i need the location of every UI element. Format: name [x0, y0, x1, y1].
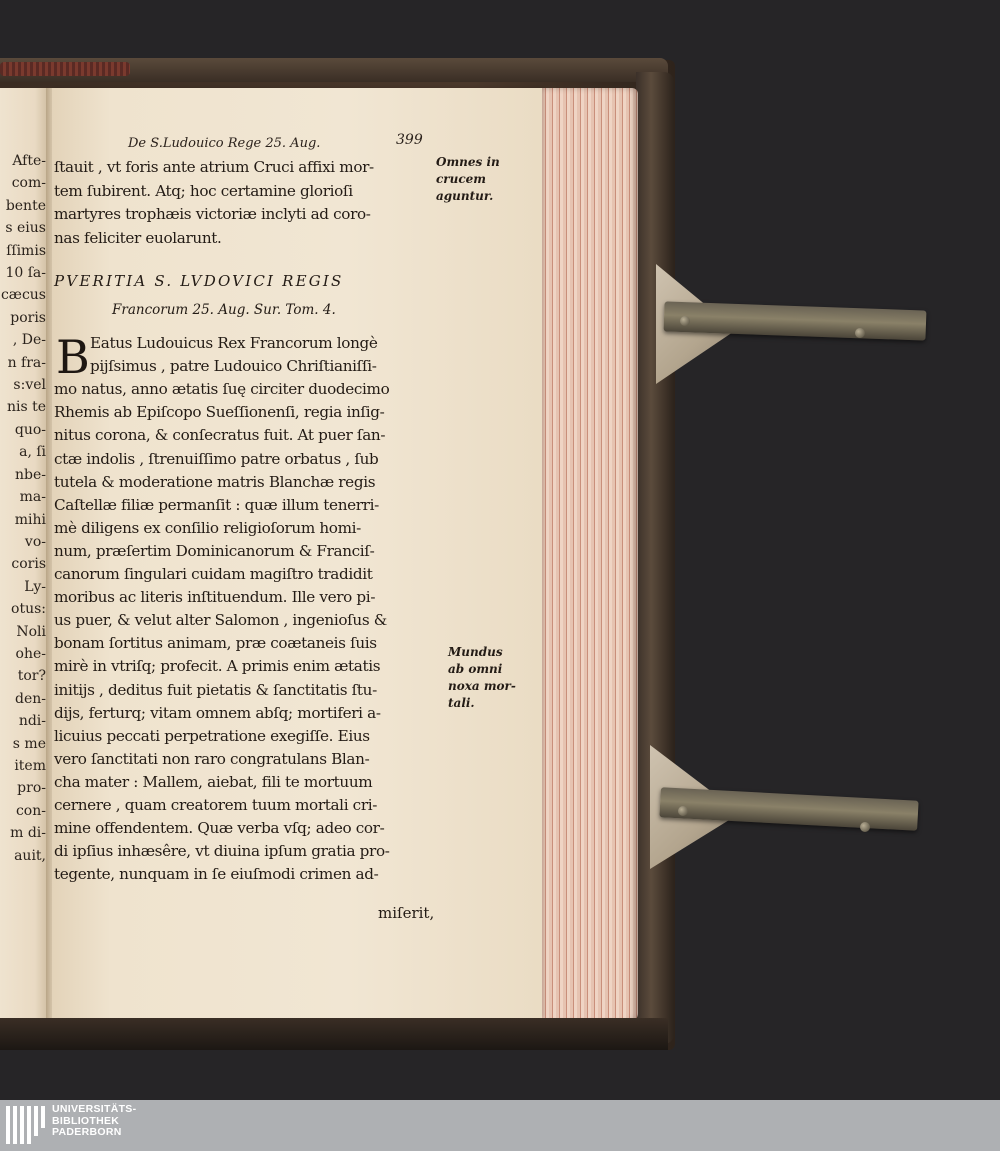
running-head: De S.Ludouico Rege 25. Aug.	[128, 136, 321, 151]
left-fragment: mihi	[14, 511, 46, 528]
text-line: Caſtellæ filiæ permanſit : quæ illum tenerri-	[54, 495, 379, 514]
section-title: PVERITIA S. LVDOVICI REGIS	[54, 272, 344, 290]
left-fragment: nbe-	[15, 466, 46, 483]
left-fragment: auit,	[14, 847, 46, 864]
rivet	[855, 328, 865, 338]
text-line: moribus ac literis inſtituendum. Ille vero pi-	[54, 588, 376, 607]
left-fragment: den-	[15, 690, 46, 707]
left-fragment: com-	[11, 175, 46, 192]
text-line: us puer, & velut alter Salomon , ingenioſus &	[54, 611, 387, 630]
rivet	[678, 806, 688, 816]
logo-line: UNIVERSITÄTS-	[52, 1103, 137, 1115]
left-fragment: nis te	[6, 399, 46, 416]
text-line: nas feliciter euolarunt.	[54, 228, 222, 247]
left-fragment: quo-	[14, 421, 46, 438]
text-line: mè diligens ex conſilio religioſorum homi-	[54, 518, 361, 537]
text-line: mo natus, anno ætatis ſuę circiter duodecimo	[54, 380, 390, 399]
left-fragment: 10 ſa-	[5, 265, 46, 282]
text-line: Eatus Ludouicus Rex Francorum longè	[90, 334, 378, 352]
left-fragment: poris	[10, 309, 46, 326]
margin-note: Omnes in crucem aguntur.	[436, 155, 500, 203]
library-logo-text	[52, 1104, 136, 1139]
left-fragment: , De-	[12, 332, 46, 349]
text-line: bonam ſortitus animam, præ coætaneis ſuis	[54, 634, 377, 653]
text-line: pijſsimus , patre Ludouico Chriſtianiſſi-	[90, 357, 377, 376]
text-line: tegente, nunquam in ſe eiuſmodi crimen ad-	[54, 865, 379, 884]
left-fragment: Ly-	[24, 578, 46, 595]
left-fragment: bente	[5, 197, 46, 214]
left-fragment: ohe-	[15, 645, 46, 662]
left-fragment: s eius	[5, 220, 46, 237]
section-subtitle: Francorum 25. Aug. Sur. Tom. 4.	[112, 302, 336, 318]
fore-edge-board	[636, 72, 674, 1044]
text-line: mine offendentem. Quæ verba vſq; adeo cor-	[54, 819, 385, 838]
left-fragment: ndi-	[18, 713, 46, 730]
bottom-board	[0, 1018, 668, 1050]
text-line: canorum ſingulari cuidam magiſtro tradidit	[54, 565, 373, 583]
text-line: ſtauit , vt foris ante atrium Cruci affixi mor-	[54, 158, 374, 176]
page-number: 399	[396, 132, 423, 148]
left-fragment: ſſimis	[6, 242, 46, 259]
left-fragment: ma-	[19, 489, 46, 506]
left-fragment: s me	[12, 735, 46, 752]
catchword: miſerit,	[378, 904, 435, 922]
page-stack	[528, 88, 638, 1023]
text-line: cha mater : Mallem, aiebat, fili te mortuum	[54, 772, 373, 791]
text-line: dijs, ferturq; vitam omnem abſq; mortiferi a-	[54, 703, 381, 722]
rivet	[860, 822, 870, 832]
text-line: Rhemis ab Epiſcopo Sueſſionenſi, regia inſig-	[54, 403, 385, 422]
left-fragment: vo-	[24, 533, 46, 550]
margin-note: Mundus ab omni noxa mor- tali.	[448, 645, 516, 710]
left-fragment: item	[14, 757, 46, 774]
drop-cap: B	[56, 330, 90, 384]
text-line: initijs , deditus fuit pietatis & ſanctitatis ſtu-	[54, 680, 377, 699]
left-fragment: con-	[15, 802, 46, 819]
left-fragment: coris	[11, 556, 46, 573]
text-line: nitus corona, & conſecratus fuit. At puer ſan-	[54, 426, 386, 445]
left-fragment: s:vel	[13, 377, 46, 394]
text-line: mirè in vtriſq; profecit. A primis enim ætatis	[54, 657, 381, 676]
text-line: tem ſubirent. Atq; hoc certamine glorioſi	[54, 181, 353, 200]
text-line: martyres trophæis victoriæ inclyti ad coro-	[54, 205, 371, 223]
left-page-text	[0, 150, 46, 867]
left-fragment: otus:	[11, 601, 46, 618]
left-fragment: cæcus	[0, 287, 46, 304]
logo-line: BIBLIOTHEK	[52, 1114, 120, 1127]
left-fragment: tor?	[17, 668, 46, 685]
text-line: cernere , quam creatorem tuum mortali cri-	[54, 796, 378, 814]
left-fragment: a, ſi	[19, 444, 46, 461]
headband	[0, 62, 130, 76]
footer-bar	[0, 1100, 1000, 1151]
text-line: vero ſanctitati non raro congratulans Blan-	[54, 749, 370, 768]
text-line: licuius peccati perpetratione exegiſſe. Eius	[54, 726, 370, 745]
left-fragment: n fra-	[7, 354, 46, 371]
left-fragment: m di-	[10, 825, 46, 842]
text-line: tutela & moderatione matris Blanchæ regis	[54, 472, 376, 491]
rivet	[680, 316, 690, 326]
left-fragment: Noli	[16, 623, 46, 640]
logo-line: PADERBORN	[52, 1126, 122, 1138]
library-bars-icon	[4, 1104, 48, 1146]
text-line: num, præſertim Dominicanorum & Franciſ-	[54, 541, 375, 560]
left-fragment: pro-	[17, 780, 46, 797]
text-line: di ipſius inhæsêre, vt diuina ipſum gratia pro-	[54, 842, 390, 861]
text-line: ctæ indolis , ſtrenuiſſimo patre orbatus , ſub	[54, 449, 379, 468]
left-fragment: Afte-	[12, 153, 46, 169]
